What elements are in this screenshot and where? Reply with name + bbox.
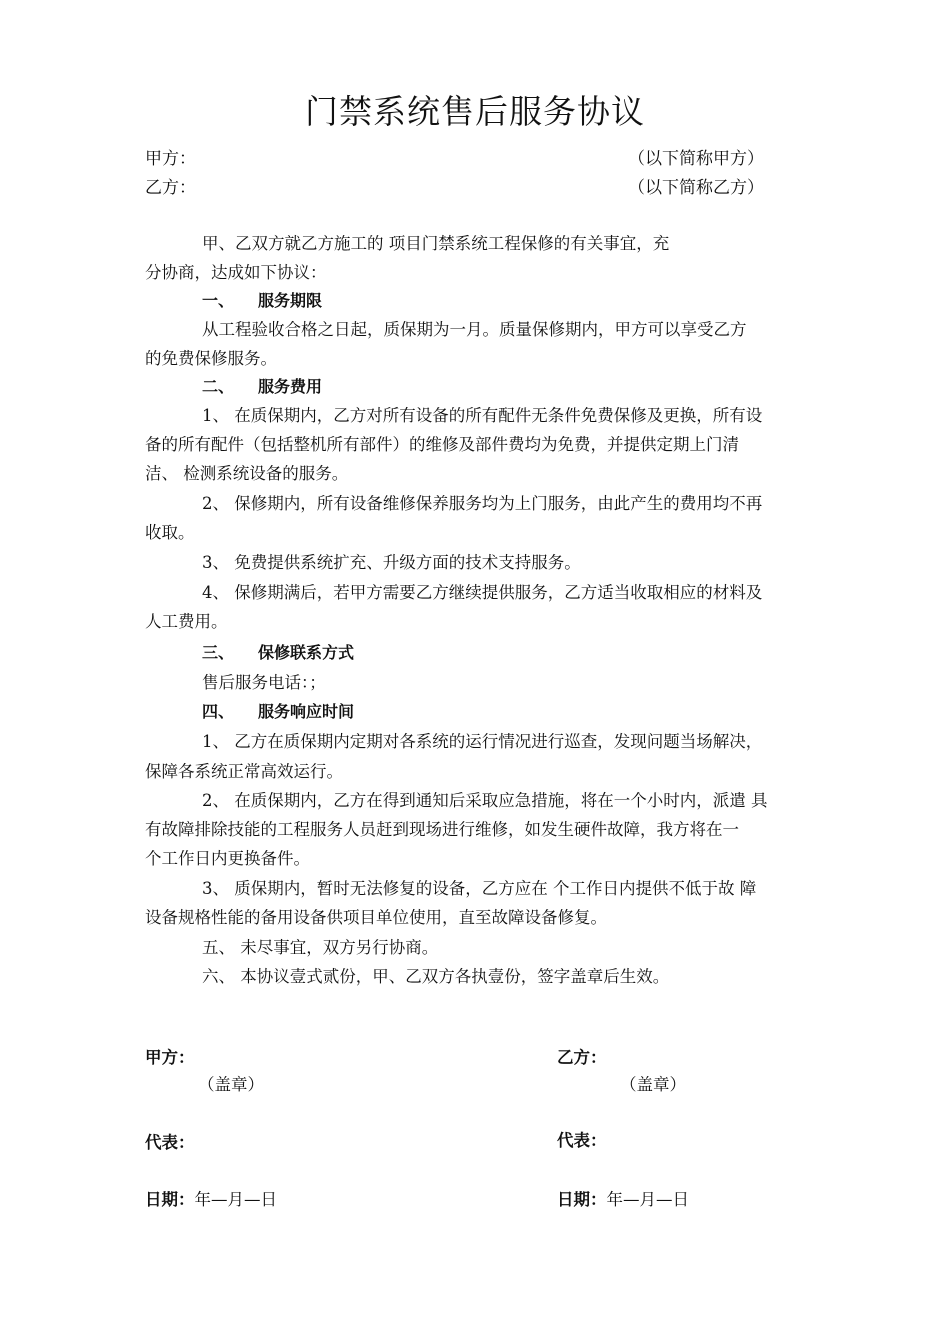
section-2-item-1-line-2: 备的所有配件（包括整机所有部件）的维修及部件费均为免费，并提供定期上门清 [145,435,739,454]
sign-party-b-label: 乙方： [557,1048,607,1067]
section-4-heading [202,699,354,722]
sign-party-a-date-label: 日期： [145,1190,195,1209]
section-2-item-2-line-1: 2、 保修期内，所有设备维修保养服务均为上门服务，由此产生的费用均不再 [202,494,763,513]
section-1-text-2: 的免费保修服务。 [145,349,277,368]
party-b-note: （以下简称乙方） [628,178,764,198]
section-4-item-2-line-1: 2、 在质保期内，乙方在得到通知后采取应急措施，将在一个小时内，派遣 具 [202,791,768,810]
section-2-item-1-line-3: 洁、 检测系统设备的服务。 [145,464,349,483]
page-title: 门禁系统售后服务协议 [305,92,645,131]
sign-party-a-seal: （盖章） [198,1075,264,1094]
section-4-item-3-line-1: 3、 质保期内，暂时无法修复的设备，乙方应在 个工作日内提供不低于故 障 [202,879,757,898]
section-2-number: 二、 [202,377,235,396]
section-1-heading [202,288,322,311]
section-3-number: 三、 [202,643,235,662]
section-3-phone: 售后服务电话：； [202,673,326,692]
sign-party-a-rep: 代表： [145,1133,195,1152]
party-a-label: 甲方： [145,149,196,169]
section-2-item-3-line-1: 3、 免费提供系统扩充、升级方面的技术支持服务。 [202,553,581,572]
section-1-text-1: 从工程验收合格之日起，质保期为一月。质量保修期内，甲方可以享受乙方 [202,320,747,339]
section-4-item-2-line-3: 个工作日内更换备件。 [145,849,310,868]
section-3-heading [202,640,354,663]
sign-party-a-date-value: 年—月—日 [194,1190,277,1209]
sign-party-b-rep: 代表： [557,1131,607,1150]
party-a-note: （以下简称甲方） [628,149,764,169]
section-2-item-2-line-2: 收取。 [145,523,195,542]
section-2-item-4-line-2: 人工费用。 [145,612,228,631]
sign-party-a-date [145,1186,277,1210]
section-4-item-1-line-1: 1、 乙方在质保期内定期对各系统的运行情况进行巡查，发现问题当场解决， [202,732,763,751]
sign-party-b-date-label: 日期： [557,1190,607,1209]
section-2-title: 服务费用 [258,377,323,396]
section-6-text: 六、 本协议壹式贰份，甲、乙双方各执壹份，签字盖章后生效。 [202,967,670,986]
section-4-item-1-line-2: 保障各系统正常高效运行。 [145,762,343,781]
sign-party-a-label: 甲方： [145,1048,195,1067]
section-1-number: 一、 [202,291,235,310]
sign-party-b-date [557,1186,689,1210]
intro-line-2: 分协商，达成如下协议： [145,263,327,282]
section-4-number: 四、 [202,702,235,721]
section-4-item-2-line-2: 有故障排除技能的工程服务人员赶到现场进行维修，如发生硬件故障，我方将在一 [145,820,739,839]
section-4-title: 服务响应时间 [258,702,355,721]
section-4-item-3-line-2: 设备规格性能的备用设备供项目单位使用，直至故障设备修复。 [145,908,607,927]
party-b-label: 乙方： [145,178,196,198]
section-2-item-1-line-1: 1、 在质保期内，乙方对所有设备的所有配件无条件免费保修及更换，所有设 [202,406,763,425]
section-2-heading [202,374,322,397]
sign-party-b-seal: （盖章） [620,1075,686,1094]
intro-line-1: 甲、乙双方就乙方施工的 项目门禁系统工程保修的有关事宜，充 [202,234,670,253]
section-3-title: 保修联系方式 [258,643,355,662]
sign-party-b-date-value: 年—月—日 [606,1190,689,1209]
section-1-title: 服务期限 [258,291,323,310]
section-5-text: 五、 未尽事宜，双方另行协商。 [202,938,439,957]
section-2-item-4-line-1: 4、 保修期满后，若甲方需要乙方继续提供服务，乙方适当收取相应的材料及 [202,583,763,602]
